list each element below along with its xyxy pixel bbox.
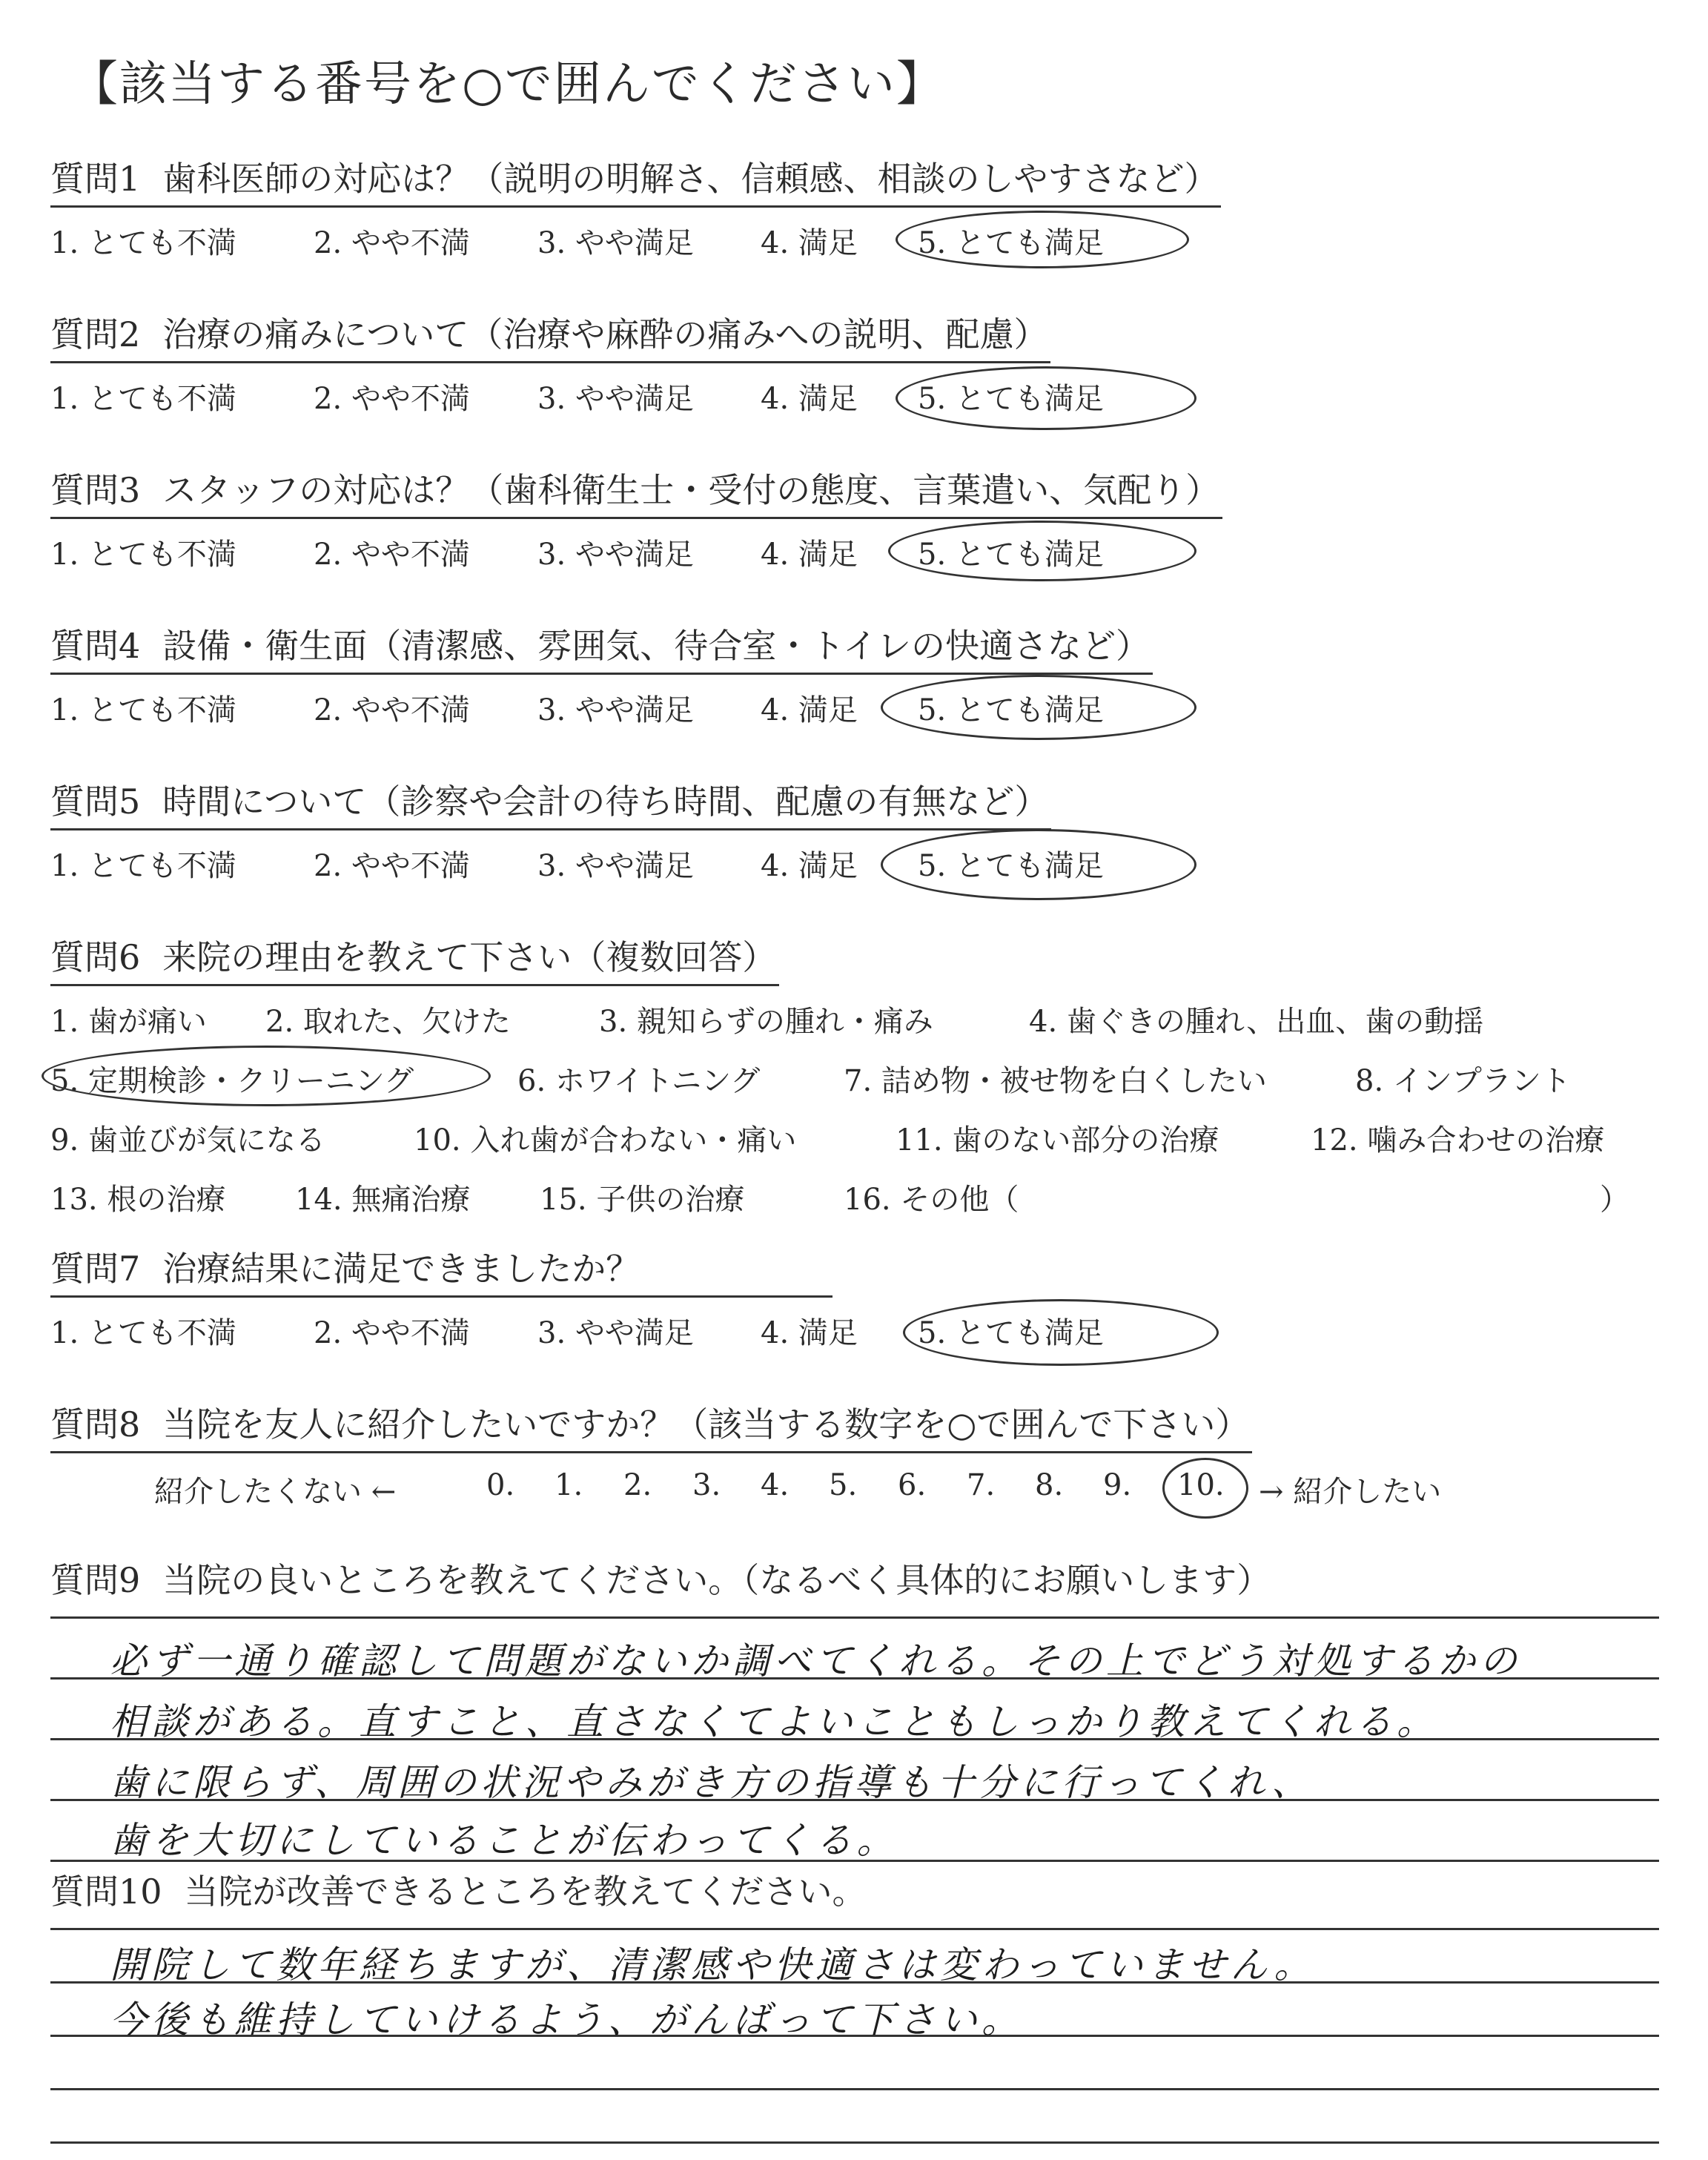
instruction-heading: 【該当する番号を○で囲んでください】 xyxy=(70,57,945,112)
question-3-title xyxy=(50,463,1222,519)
question-number: 質問4 xyxy=(50,626,141,666)
option-5[interactable]: 5. とても満足 xyxy=(918,693,1104,727)
option-5[interactable]: 5. とても満足 xyxy=(918,382,1104,416)
answer-options xyxy=(50,219,1659,264)
scale-3[interactable]: 3. xyxy=(692,1468,721,1502)
question-10-title xyxy=(50,1865,870,1918)
reason-option-7[interactable]: 7. 詰め物・被せ物を白くしたい xyxy=(844,1064,1267,1098)
option-3[interactable]: 3. やや満足 xyxy=(537,849,694,883)
scale-9[interactable]: 9. xyxy=(1103,1468,1132,1502)
handwritten-line: 今後も維持していけるよう、がんばって下さい。 xyxy=(110,1998,1023,2041)
answer-line xyxy=(50,1928,1659,1930)
option-3[interactable]: 3. やや満足 xyxy=(537,382,694,416)
question-number: 質問9 xyxy=(50,1560,141,1600)
option-4[interactable]: 4. 満足 xyxy=(761,226,858,260)
option-2[interactable]: 2. やや不満 xyxy=(314,226,470,260)
answer-options xyxy=(50,375,1659,420)
question-9 xyxy=(50,1553,1659,1607)
reason-options xyxy=(50,992,1659,1229)
question-text: 時間について（診察や会計の待ち時間、配慮の有無など） xyxy=(162,782,1049,822)
answer-options xyxy=(50,1309,1659,1354)
question-number: 質問7 xyxy=(50,1249,141,1289)
question-6 xyxy=(50,931,1659,1229)
option-4[interactable]: 4. 満足 xyxy=(761,538,858,572)
question-number: 質問8 xyxy=(50,1404,141,1444)
scale-left-label: 紹介したくない ← xyxy=(154,1475,397,1509)
option-5[interactable]: 5. とても満足 xyxy=(918,849,1104,883)
question-number: 質問10 xyxy=(50,1872,162,1912)
scale-right-label: → 紹介したい xyxy=(1259,1475,1442,1509)
answer-options xyxy=(50,531,1659,575)
question-text: スタッフの対応は？（歯科衛生士・受付の態度、言葉遣い、気配り） xyxy=(162,470,1220,510)
option-1[interactable]: 1. とても不満 xyxy=(50,382,236,416)
option-4[interactable]: 4. 満足 xyxy=(761,382,858,416)
handwritten-line: 必ず一通り確認して問題がないか調べてくれる。その上でどう対処するかの xyxy=(110,1639,1521,1682)
recommend-scale xyxy=(50,1468,1659,1520)
question-9-title xyxy=(50,1553,1274,1607)
reason-row xyxy=(50,1051,1659,1111)
question-number: 質問3 xyxy=(50,470,141,510)
reason-option-14[interactable]: 14. 無痛治療 xyxy=(295,1183,471,1217)
option-2[interactable]: 2. やや不満 xyxy=(314,538,470,572)
scale-0[interactable]: 0. xyxy=(486,1468,515,1502)
reason-option-11[interactable]: 11. 歯のない部分の治療 xyxy=(896,1123,1219,1157)
handwritten-line: 歯を大切にしていることが伝わってくる。 xyxy=(110,1819,898,1862)
option-1[interactable]: 1. とても不満 xyxy=(50,226,236,260)
scale-2[interactable]: 2. xyxy=(623,1468,652,1502)
reason-option-15[interactable]: 15. 子供の治療 xyxy=(540,1183,745,1217)
option-4[interactable]: 4. 満足 xyxy=(761,1316,858,1350)
q10-answer-area[interactable] xyxy=(50,1928,1659,2150)
answer-line xyxy=(50,2088,1659,2090)
question-6-title xyxy=(50,931,779,986)
option-3[interactable]: 3. やや満足 xyxy=(537,226,694,260)
option-1[interactable]: 1. とても不満 xyxy=(50,538,236,572)
other-close-paren: ） xyxy=(1600,1183,1629,1217)
answer-options xyxy=(50,842,1659,887)
option-4[interactable]: 4. 満足 xyxy=(761,693,858,727)
question-7-title xyxy=(50,1242,833,1298)
question-8 xyxy=(50,1398,1659,1520)
scale-7[interactable]: 7. xyxy=(967,1468,996,1502)
option-2[interactable]: 2. やや不満 xyxy=(314,693,470,727)
question-number: 質問2 xyxy=(50,314,141,354)
question-4 xyxy=(50,619,1659,731)
question-text: 治療の痛みについて（治療や麻酔の痛みへの説明、配慮） xyxy=(162,314,1048,354)
question-number: 質問6 xyxy=(50,937,141,977)
scale-4[interactable]: 4. xyxy=(761,1468,790,1502)
reason-option-3[interactable]: 3. 親知らずの腫れ・痛み xyxy=(599,1005,933,1039)
question-text: 当院を友人に紹介したいですか？（該当する数字を○で囲んで下さい） xyxy=(162,1404,1250,1444)
reason-option-1[interactable]: 1. 歯が痛い xyxy=(50,1005,207,1039)
answer-line xyxy=(50,1616,1659,1619)
reason-row xyxy=(50,992,1659,1051)
reason-option-12[interactable]: 12. 噛み合わせの治療 xyxy=(1311,1123,1605,1157)
scale-10[interactable]: 10. xyxy=(1177,1468,1225,1502)
question-number: 質問5 xyxy=(50,782,141,822)
option-2[interactable]: 2. やや不満 xyxy=(314,382,470,416)
question-text: 当院の良いところを教えてください。（なるべく具体的にお願いします） xyxy=(162,1560,1271,1600)
option-5[interactable]: 5. とても満足 xyxy=(918,538,1104,572)
question-5 xyxy=(50,775,1659,887)
question-text: 来院の理由を教えて下さい（複数回答） xyxy=(162,937,777,977)
option-4[interactable]: 4. 満足 xyxy=(761,849,858,883)
reason-option-13[interactable]: 13. 根の治療 xyxy=(50,1183,226,1217)
option-5[interactable]: 5. とても満足 xyxy=(918,1316,1104,1350)
question-text: 治療結果に満足できましたか？ xyxy=(162,1249,640,1289)
scale-6[interactable]: 6. xyxy=(898,1468,927,1502)
question-1-title xyxy=(50,152,1221,208)
question-text: 歯科医師の対応は？（説明の明解さ、信頼感、相談のしやすさなど） xyxy=(162,159,1219,199)
handwritten-line: 開院して数年経ちますが、清潔感や快適さは変わっていません。 xyxy=(110,1943,1316,1986)
answer-line xyxy=(50,2141,1659,2144)
reason-row xyxy=(50,1111,1659,1170)
answer-options xyxy=(50,687,1659,731)
reason-row xyxy=(50,1170,1659,1229)
option-3[interactable]: 3. やや満足 xyxy=(537,693,694,727)
question-4-title xyxy=(50,619,1153,675)
reason-option-2[interactable]: 2. 取れた、欠けた xyxy=(265,1005,511,1039)
option-3[interactable]: 3. やや満足 xyxy=(537,538,694,572)
option-1[interactable]: 1. とても不満 xyxy=(50,849,236,883)
question-8-title xyxy=(50,1398,1252,1453)
question-5-title xyxy=(50,775,1051,830)
reason-option-6[interactable]: 6. ホワイトニング xyxy=(517,1064,761,1098)
option-1[interactable]: 1. とても不満 xyxy=(50,1316,236,1350)
option-2[interactable]: 2. やや不満 xyxy=(314,1316,470,1350)
option-2[interactable]: 2. やや不満 xyxy=(314,849,470,883)
scale-8[interactable]: 8. xyxy=(1035,1468,1064,1502)
scale-5[interactable]: 5. xyxy=(829,1468,858,1502)
reason-option-5[interactable]: 5. 定期検診・クリーニング xyxy=(50,1064,414,1098)
reason-option-8[interactable]: 8. インプラント xyxy=(1355,1064,1571,1098)
question-number: 質問1 xyxy=(50,159,141,199)
question-2 xyxy=(50,308,1659,420)
handwritten-line: 歯に限らず、周囲の状況やみがき方の指導も十分に行ってくれ、 xyxy=(110,1761,1313,1804)
q9-answer-area[interactable] xyxy=(50,1616,1659,1869)
question-7 xyxy=(50,1242,1659,1354)
question-1 xyxy=(50,152,1659,264)
question-text: 当院が改善できるところを教えてください。 xyxy=(184,1872,867,1912)
question-10 xyxy=(50,1865,1659,1918)
reason-option-4[interactable]: 4. 歯ぐきの腫れ、出血、歯の動揺 xyxy=(1029,1005,1484,1039)
scale-1[interactable]: 1. xyxy=(555,1468,583,1502)
question-2-title xyxy=(50,308,1050,363)
reason-option-16[interactable]: 16. その他（ xyxy=(844,1183,1019,1217)
reason-option-9[interactable]: 9. 歯並びが気になる xyxy=(50,1123,325,1157)
handwritten-line: 相談がある。直すこと、直さなくてよいこともしっかり教えてくれる。 xyxy=(110,1700,1438,1743)
option-1[interactable]: 1. とても不満 xyxy=(50,693,236,727)
reason-option-10[interactable]: 10. 入れ歯が合わない・痛い xyxy=(414,1123,797,1157)
option-5[interactable]: 5. とても満足 xyxy=(918,226,1104,260)
question-text: 設備・衛生面（清潔感、雰囲気、待合室・トイレの快適さなど） xyxy=(162,626,1150,666)
option-3[interactable]: 3. やや満足 xyxy=(537,1316,694,1350)
question-3 xyxy=(50,463,1659,575)
